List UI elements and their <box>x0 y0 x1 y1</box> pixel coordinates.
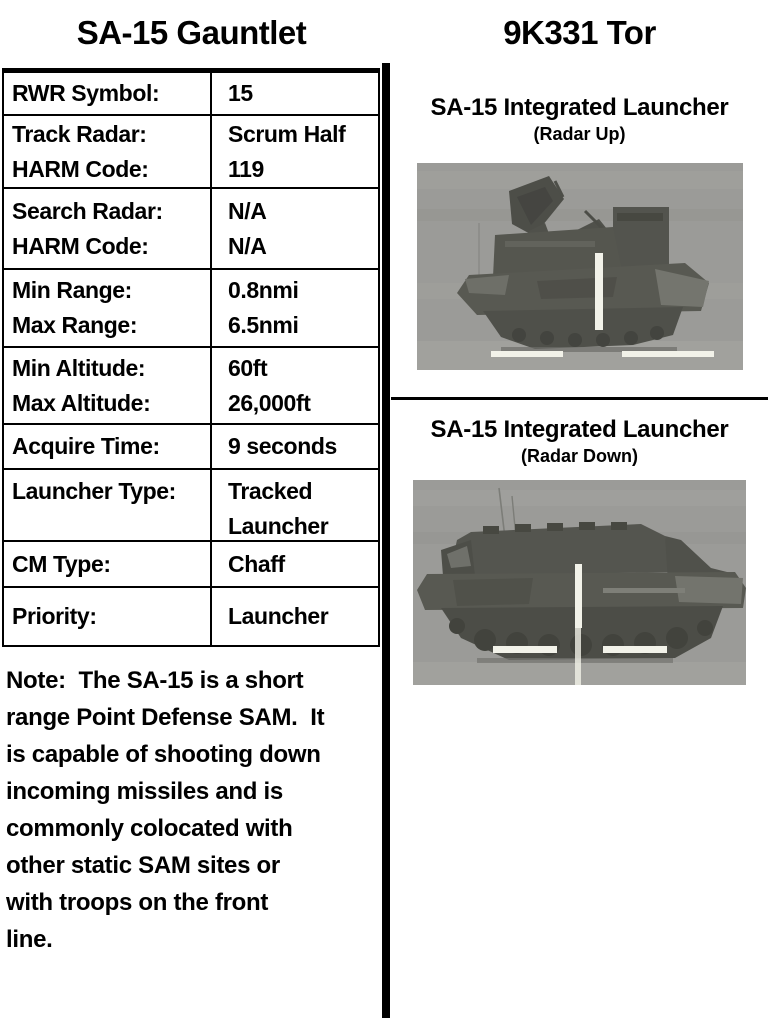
sa15-launcher-radar-down-photo <box>413 480 746 685</box>
note-line: Note: The SA-15 is a short <box>6 667 304 694</box>
spec-value-cell <box>212 588 378 645</box>
spec-value: Launcher <box>228 603 329 629</box>
spec-label-cell <box>4 348 212 423</box>
spec-value-cell <box>212 270 378 346</box>
spec-value: 15 <box>228 80 253 106</box>
note-line: with troops on the front <box>6 889 269 916</box>
spec-value: 0.8nmi <box>228 277 299 303</box>
spec-value-cell <box>212 348 378 423</box>
spec-label-cell <box>4 116 212 187</box>
spec-row-9 <box>4 588 378 645</box>
sa15-launcher-radar-up-photo <box>417 163 743 370</box>
section-title-radar-down: SA-15 Integrated Launcher <box>430 416 729 443</box>
spec-row-3 <box>4 189 378 270</box>
spec-label: HARM Code: <box>12 232 149 259</box>
spec-value: Tracked <box>228 478 313 504</box>
spec-label: Min Altitude: <box>12 354 146 381</box>
spec-value-cell <box>212 73 378 114</box>
note-line: is capable of shooting down <box>6 741 321 768</box>
spec-label: Max Range: <box>12 312 138 338</box>
spec-row-4 <box>4 270 378 348</box>
section-title-radar-up: SA-15 Integrated Launcher <box>430 94 729 121</box>
note-line: range Point Defense SAM. It <box>6 704 325 731</box>
spec-value: N/A <box>228 232 267 259</box>
spec-value-cell <box>212 542 378 586</box>
spec-value: Launcher <box>228 513 329 539</box>
spec-label-cell <box>4 542 212 586</box>
spec-value: 60ft <box>228 354 268 381</box>
note-line: other static SAM sites or <box>6 852 280 879</box>
note-line: commonly colocated with <box>6 815 293 842</box>
page-title-right: 9K331 Tor <box>503 14 656 51</box>
column-divider <box>382 63 390 1018</box>
spec-label-cell <box>4 73 212 114</box>
spec-label-cell <box>4 470 212 540</box>
spec-table <box>2 68 380 647</box>
spec-value: 119 <box>228 155 264 182</box>
spec-label: CM Type: <box>12 550 111 577</box>
spec-value: N/A <box>228 197 267 224</box>
note-text <box>6 662 382 958</box>
spec-value: 26,000ft <box>228 389 311 416</box>
spec-row-6 <box>4 425 378 470</box>
spec-label: Track Radar: <box>12 120 147 147</box>
section-subtitle-radar-up: (Radar Up) <box>533 124 626 144</box>
spec-label-cell <box>4 588 212 645</box>
spec-row-8 <box>4 542 378 588</box>
right-panel <box>391 63 768 685</box>
spec-label: Min Range: <box>12 277 132 303</box>
note-line: line. <box>6 926 53 953</box>
spec-label: Acquire Time: <box>12 433 160 459</box>
spec-label: Priority: <box>12 603 97 629</box>
spec-value-cell <box>212 425 378 468</box>
spec-row-1 <box>4 73 378 116</box>
section-subtitle-radar-down: (Radar Down) <box>521 446 638 466</box>
spec-value: 9 seconds <box>228 433 337 459</box>
spec-label: RWR Symbol: <box>12 80 160 106</box>
spec-label-cell <box>4 425 212 468</box>
spec-row-2 <box>4 116 378 189</box>
spec-value: Chaff <box>228 550 285 577</box>
spec-value-cell <box>212 470 378 540</box>
spec-row-5 <box>4 348 378 425</box>
spec-label-cell <box>4 270 212 346</box>
page-title-left: SA-15 Gauntlet <box>76 14 307 51</box>
spec-row-7 <box>4 470 378 542</box>
spec-label: Max Altitude: <box>12 389 151 416</box>
spec-label: HARM Code: <box>12 155 149 182</box>
spec-label: Search Radar: <box>12 197 163 224</box>
spec-value: 6.5nmi <box>228 312 299 338</box>
section-divider <box>391 397 768 400</box>
spec-label: Launcher Type: <box>12 478 176 504</box>
spec-label-cell <box>4 189 212 268</box>
note-line: incoming missiles and is <box>6 778 283 805</box>
spec-value: Scrum Half <box>228 120 346 147</box>
spec-value-cell <box>212 116 378 187</box>
spec-value-cell <box>212 189 378 268</box>
